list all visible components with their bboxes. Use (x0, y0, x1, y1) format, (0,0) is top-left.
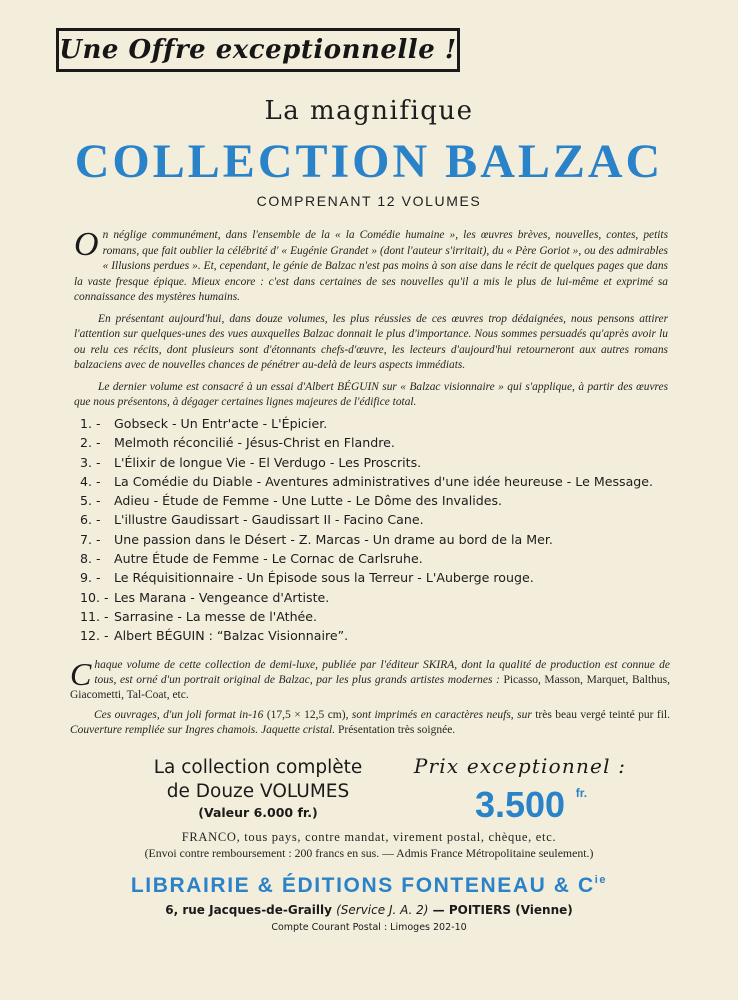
volume-title: Adieu - Étude de Femme - Une Lutte - Le Dôme des Invalides. (114, 493, 503, 509)
volume-title: Les Marana - Vengeance d'Artiste. (114, 589, 330, 605)
volume-title: La Comédie du Diable - Aventures administratives d'une idée heureuse - Le Message. (114, 473, 654, 489)
description-p2-italic: Ces ouvrages, d'un joli format in-16 (94, 708, 264, 721)
volume-item (80, 626, 680, 645)
volume-title: Le Réquisitionnaire - Un Épisode sous la Terreur - L'Auberge rouge. (114, 570, 534, 586)
offer-text: Une Offre exceptionnelle ! (59, 35, 457, 65)
terms-line-1: FRANCO, tous pays, contre mandat, virement postal, chèque, etc. (181, 830, 557, 844)
description-dropcap: C (70, 656, 92, 692)
volume-number: 5. - (80, 493, 101, 509)
volume-item (80, 414, 680, 433)
volume-item (80, 568, 680, 587)
summary-value: (Valeur 6.000 fr.) (198, 805, 318, 820)
volume-number: 10. - (80, 589, 109, 605)
volume-item (80, 510, 680, 529)
volume-item (80, 530, 680, 549)
intro-text (74, 228, 668, 417)
description-p1-italic: haque volume de cette collection de demi-luxe, publiée par l'éditeur SKIRA, dont la qualité de production est connue de tous, est orné d'un portrait original de Balzac, par les plus grands artistes modernes : (94, 659, 670, 687)
publisher-name-sup: ie (594, 874, 608, 886)
intro-paragraph-1-text: n néglige communément, dans l'ensemble de la « la Comédie humaine », les œuvres brèves, nouvelles, contes, petits romans, que fait oublier la célébrité d' « Eugénie Grandet » (dont l'auteur s'irritait), du « Père Goriot », ou des admirables « Illusions perdues ». Et, cependant, le génie de Balzac n'est pas moins à son aise dans le récit de quelques pages que dans la vaste fresque épique. Mieux encore : c'est dans certaines de ses nouvelles qu'il a mis le plus de lui-même et exprimé sa connaissance des mystères humains. (74, 229, 668, 303)
description-text (70, 658, 670, 742)
intro-paragraph-2: En présentant aujourd'hui, dans douze volumes, les plus réussies de ces œuvres trop dédaignées, nous pensons attirer l'attention sur quelques-unes des vues auxquelles Balzac donnait le plus d'importance. Nous sommes persuadés qu'après avoir lu ou relu ces récits, dont plusieurs sont d'étonnants chefs-d'œuvre, les lecteurs d'aujourd'hui retourneront aux autres romans balzaciens avec de nouvelles chances de pénétrer au-delà de leurs aspects immédiats. (74, 312, 668, 371)
volume-title: L'illustre Gaudissart - Gaudissart II - Facino Cane. (114, 512, 424, 528)
intro-paragraph-1 (74, 228, 668, 306)
price-unit: fr. (575, 786, 588, 800)
description-p2-italic2: sont imprimés en caractères neufs, sur (348, 708, 532, 721)
description-p2-format: (17,5 × 12,5 cm), (263, 708, 349, 721)
publisher-name (0, 874, 738, 898)
volume-title: Sarrasine - La messe de l'Athée. (114, 608, 318, 624)
volume-item (80, 588, 680, 607)
intro-paragraph-3: Le dernier volume est consacré à un essai d'Albert BÉGUIN sur « Balzac visionnaire » qui s'applique, à partir des œuvres que nous présentons, à dégager certaines lignes majeures de l'édifice total. (74, 380, 668, 408)
price-block (400, 754, 640, 826)
description-p2-roman: très beau vergé teinté pur fil. (531, 708, 670, 721)
address-service: (Service J. A. 2) (336, 903, 429, 917)
terms-line-2: (Envoi contre remboursement : 200 francs en sus. — Admis France Métropolitaine seulement.) (144, 845, 594, 860)
summary-line-1: La collection complète (153, 757, 363, 778)
volume-number: 9. - (80, 570, 101, 586)
volume-item (80, 607, 680, 626)
volume-title: Gobseck - Un Entr'acte - L'Épicier. (114, 416, 328, 431)
volume-title: Melmoth réconcilié - Jésus-Christ en Flandre. (114, 435, 395, 451)
description-p1-roman: Picasso, Masson, Marquet, Balthus, Giacometti, Tal-Coat, etc. (70, 674, 670, 702)
description-paragraph-2 (70, 708, 670, 738)
volume-title: Autre Étude de Femme - Le Cornac de Carlsruhe. (114, 551, 423, 567)
volume-number: 11. - (80, 608, 109, 624)
address-city: — POITIERS (Vienne) (432, 903, 573, 917)
volume-title: Albert BÉGUIN : “Balzac Visionnaire”. (114, 628, 349, 644)
collection-title: COLLECTION BALZAC (74, 135, 664, 188)
volume-item (80, 433, 680, 452)
price-value-wrap (474, 784, 588, 826)
volume-number: 3. - (80, 454, 101, 470)
volume-number: 6. - (80, 512, 101, 528)
address-street: 6, rue Jacques-de-Grailly (165, 903, 332, 917)
summary-line-2: de Douze VOLUMES (166, 781, 350, 802)
volume-number: 2. - (80, 435, 101, 451)
shipping-terms (0, 830, 738, 861)
intro-dropcap: O (74, 226, 99, 263)
offer-banner (56, 28, 460, 72)
collection-offer-summary (128, 756, 388, 822)
volume-item (80, 453, 680, 472)
collection-subtitle: COMPRENANT 12 VOLUMES (256, 193, 482, 209)
postal-account: Compte Courant Postal : Limoges 202-10 (271, 922, 467, 933)
volume-number: 12. - (80, 628, 109, 644)
volume-item (80, 549, 680, 568)
volume-number: 4. - (80, 473, 101, 489)
volume-title: Une passion dans le Désert - Z. Marcas - Un drame au bord de la Mer. (114, 531, 553, 547)
description-p2-italic3: Couverture rempliée sur Ingres chamois. Jaquette cristal. (70, 723, 336, 736)
publisher-address (0, 903, 738, 917)
headline-intro: La magnifique (264, 96, 474, 126)
volume-number: 7. - (80, 531, 101, 547)
price-label: Prix exceptionnel : (413, 754, 627, 778)
volume-number: 8. - (80, 551, 101, 567)
volume-list (80, 414, 680, 646)
volume-item (80, 472, 680, 491)
publisher-name-text: LIBRAIRIE & ÉDITIONS FONTENEAU & C (130, 874, 595, 897)
volume-title: L'Élixir de longue Vie - El Verdugo - Les Proscrits. (114, 454, 422, 470)
price-value: 3.500 (474, 784, 566, 825)
description-paragraph-1 (70, 658, 670, 704)
description-p2-roman2: Présentation très soignée. (335, 723, 456, 736)
volume-number: 1. - (80, 416, 101, 431)
volume-item (80, 491, 680, 510)
